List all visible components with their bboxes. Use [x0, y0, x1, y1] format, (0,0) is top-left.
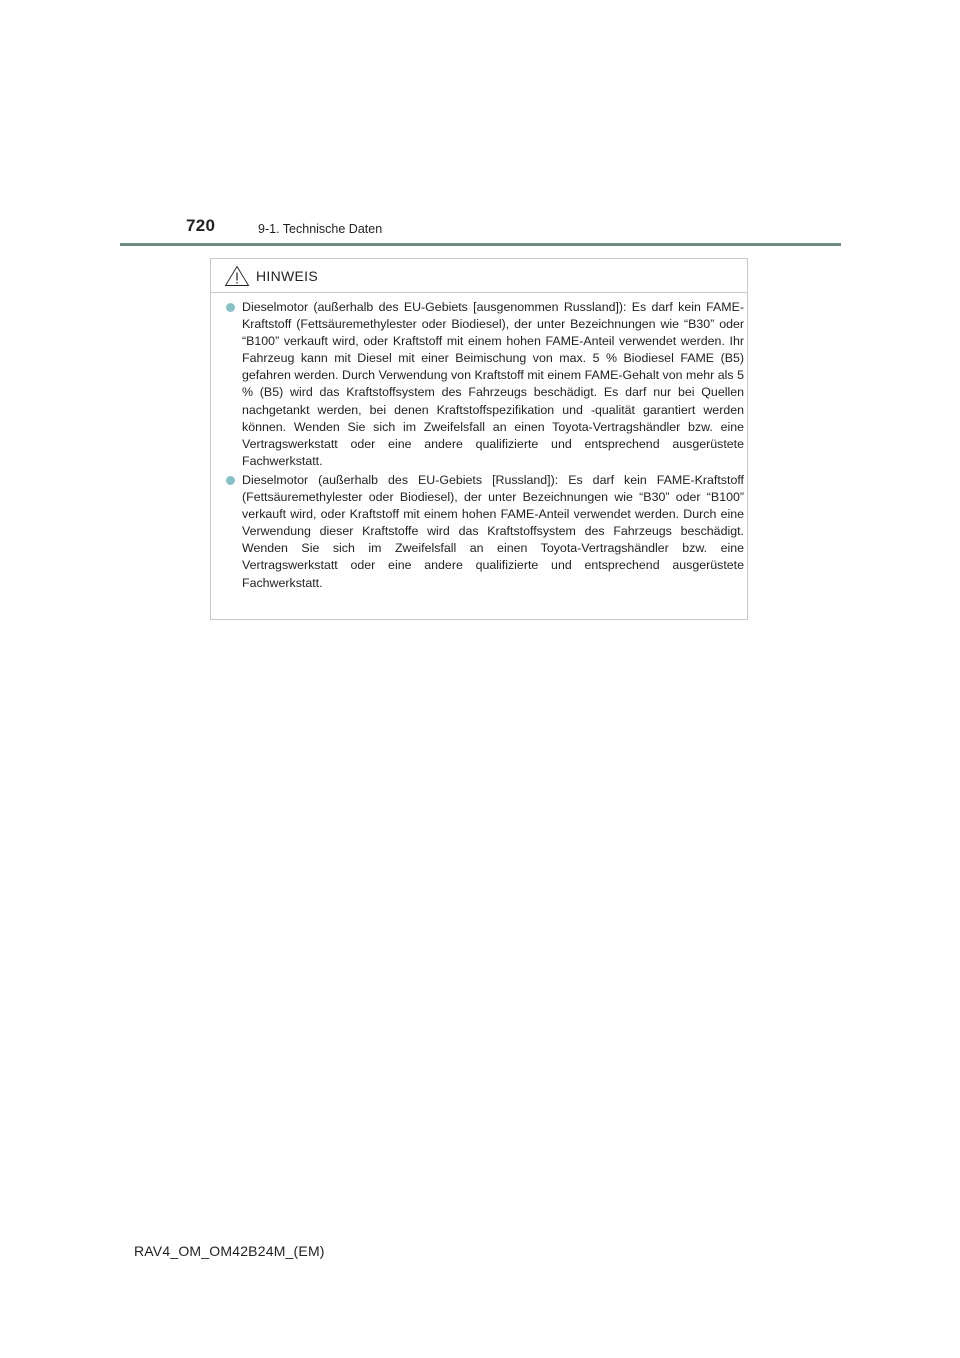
bullet-icon — [226, 476, 235, 485]
notice-item-text: Dieselmotor (außerhalb des EU-Gebiets [Russland]): Es darf kein FAME-Kraftstoff (Fettsäuremethylester oder Biodiesel), der unter Bezeichnungen wie “B30” oder “B100” verkauft wird, oder Kraftstoff mit einem hohen FAME-Anteil verwendet werden. Durch eine Verwendung dieser Kraftstoffe wird das Kraftstoffsystem des Fahrzeugs beschädigt. Wenden Sie sich im Zweifelsfall an einen Toyota-Vertragshändler bzw. eine Vertragswerkstatt oder eine andere qualifizierte und entsprechend ausgerüstete Fachwerkstatt. — [242, 472, 744, 590]
document-code: RAV4_OM_OM42B24M_(EM) — [134, 1243, 325, 1259]
notice-divider — [211, 292, 747, 293]
notice-item-text: Dieselmotor (außerhalb des EU-Gebiets [ausgenommen Russland]): Es darf kein FAME-Kraftstoff (Fettsäuremethylester oder Biodiesel), der unter Bezeichnungen wie “B30” oder “B100” verkauft wird, oder Kraftstoff mit einem hohen FAME-Anteil verwendet werden. Ihr Fahrzeug kann mit Diesel mit einer Beimischung von max. 5 % Biodiesel FAME (B5) gefahren werden. Durch Verwendung von Kraftstoff mit einem FAME-Gehalt von mehr als 5 % (B5) wird das Kraftstoffsystem des Fahrzeugs beschädigt. Es darf nur bei Quellen nachgetankt werden, bei denen Kraftstoffspezifikation und -qualität garantiert werden können. Wenden Sie sich im Zweifelsfall an einen Toyota-Vertragshändler bzw. eine Vertragswerkstatt oder eine andere qualifizierte und entsprechend ausgerüstete Fachwerkstatt. — [242, 300, 744, 468]
notice-title: HINWEIS — [256, 268, 318, 284]
bullet-icon — [226, 303, 235, 312]
header-divider — [120, 243, 841, 246]
notice-header — [224, 265, 318, 287]
notice-box — [210, 258, 748, 620]
section-title: 9-1. Technische Daten — [258, 222, 383, 236]
notice-list — [225, 299, 744, 592]
notice-item — [225, 472, 744, 592]
notice-item — [225, 299, 744, 470]
page-number: 720 — [186, 216, 216, 235]
warning-triangle-icon — [224, 265, 250, 287]
